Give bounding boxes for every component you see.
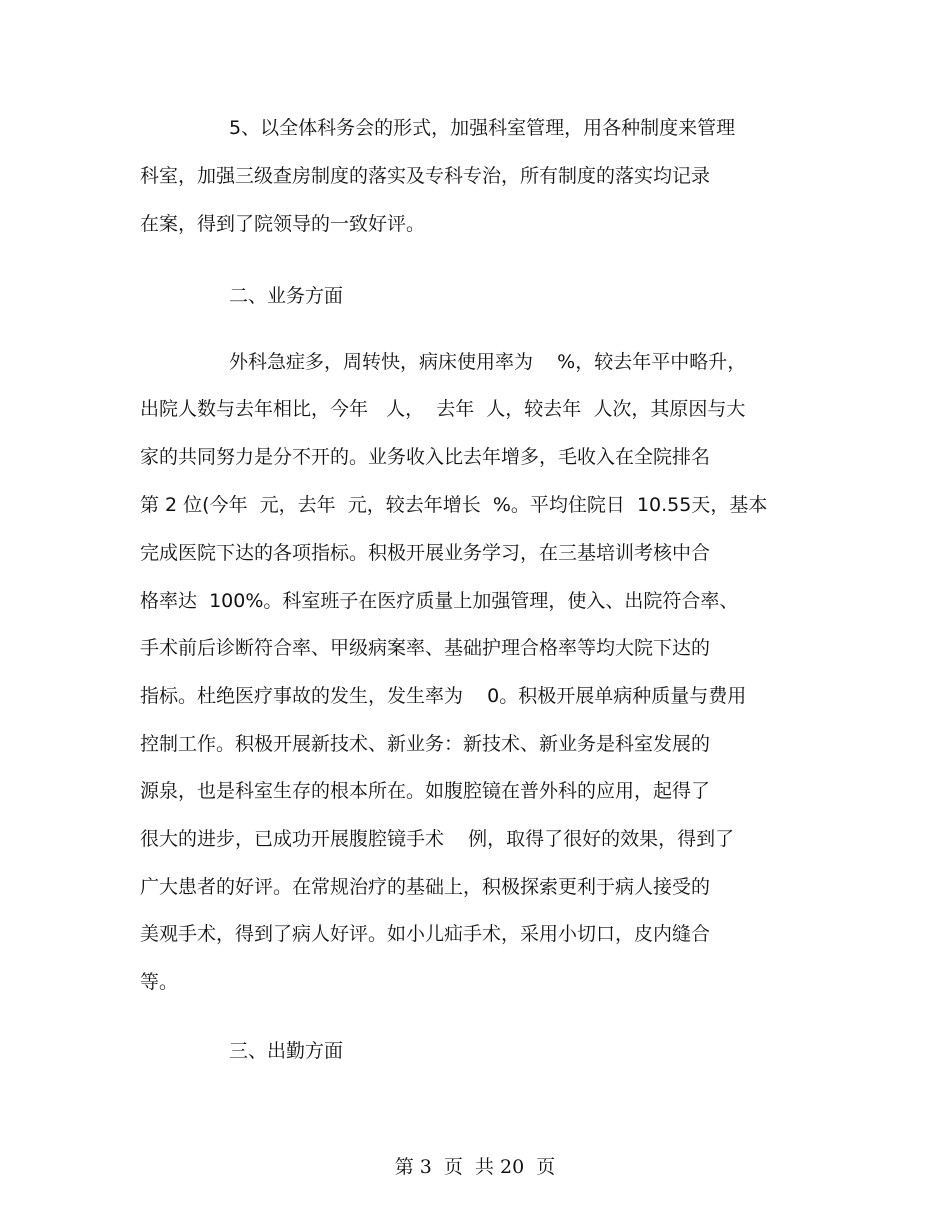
section-2-line-13: 美观手术，得到了病人好评。如小儿疝手术，采用小切口，皮内缝合 xyxy=(140,923,711,945)
paragraph-5-line-2: 科室，加强三级查房制度的落实及专科专治，所有制度的落实均记录 xyxy=(140,165,711,187)
section-2-line-9: 控制工作。积极开展新技术、新业务：新技术、新业务是科室发展的 xyxy=(140,733,711,755)
section-2-heading: 二、业务方面 xyxy=(229,285,344,307)
section-2-line-11: 很大的进步，已成功开展腹腔镜手术 例，取得了很好的效果，得到了 xyxy=(140,828,735,850)
section-2-line-6: 格率达 100%。科室班子在医疗质量上加强管理，使入、出院符合率、 xyxy=(140,590,739,612)
section-2-line-1: 外科急症多，周转快，病床使用率为 %，较去年平中略升， xyxy=(229,351,747,373)
section-2-line-5: 完成医院下达的各项指标。积极开展业务学习，在三基培训考核中合 xyxy=(140,542,711,564)
section-2-line-12: 广大患者的好评。在常规治疗的基础上，积极探索更利于病人接受的 xyxy=(140,876,711,898)
paragraph-5-line-3: 在案，得到了院领导的一致好评。 xyxy=(140,213,426,235)
page-number-footer: 第 3 页 共 20 页 xyxy=(394,1156,556,1178)
section-2-line-3: 家的共同努力是分不开的。业务收入比去年增多，毛收入在全院排名 xyxy=(140,446,711,468)
section-2-line-7: 手术前后诊断符合率、甲级病案率、基础护理合格率等均大院下达的 xyxy=(140,637,711,659)
section-2-line-8: 指标。杜绝医疗事故的发生，发生率为 0。积极开展单病种质量与费用 xyxy=(140,685,747,707)
section-3-heading: 三、出勤方面 xyxy=(229,1040,344,1062)
section-2-line-14: 等。 xyxy=(140,971,179,993)
section-2-line-2: 出院人数与去年相比，今年 人， 去年 人，较去年 人次，其原因与大 xyxy=(140,398,746,420)
section-2-line-10: 源泉，也是科室生存的根本所在。如腹腔镜在普外科的应用，起得了 xyxy=(140,780,711,802)
paragraph-5-line-1: 5、以全体科务会的形式，加强科室管理，用各种制度来管理 xyxy=(229,117,736,139)
section-2-line-4: 第 2 位(今年 元，去年 元，较去年增长 %。平均住院日 10.55天，基本 xyxy=(140,494,768,516)
